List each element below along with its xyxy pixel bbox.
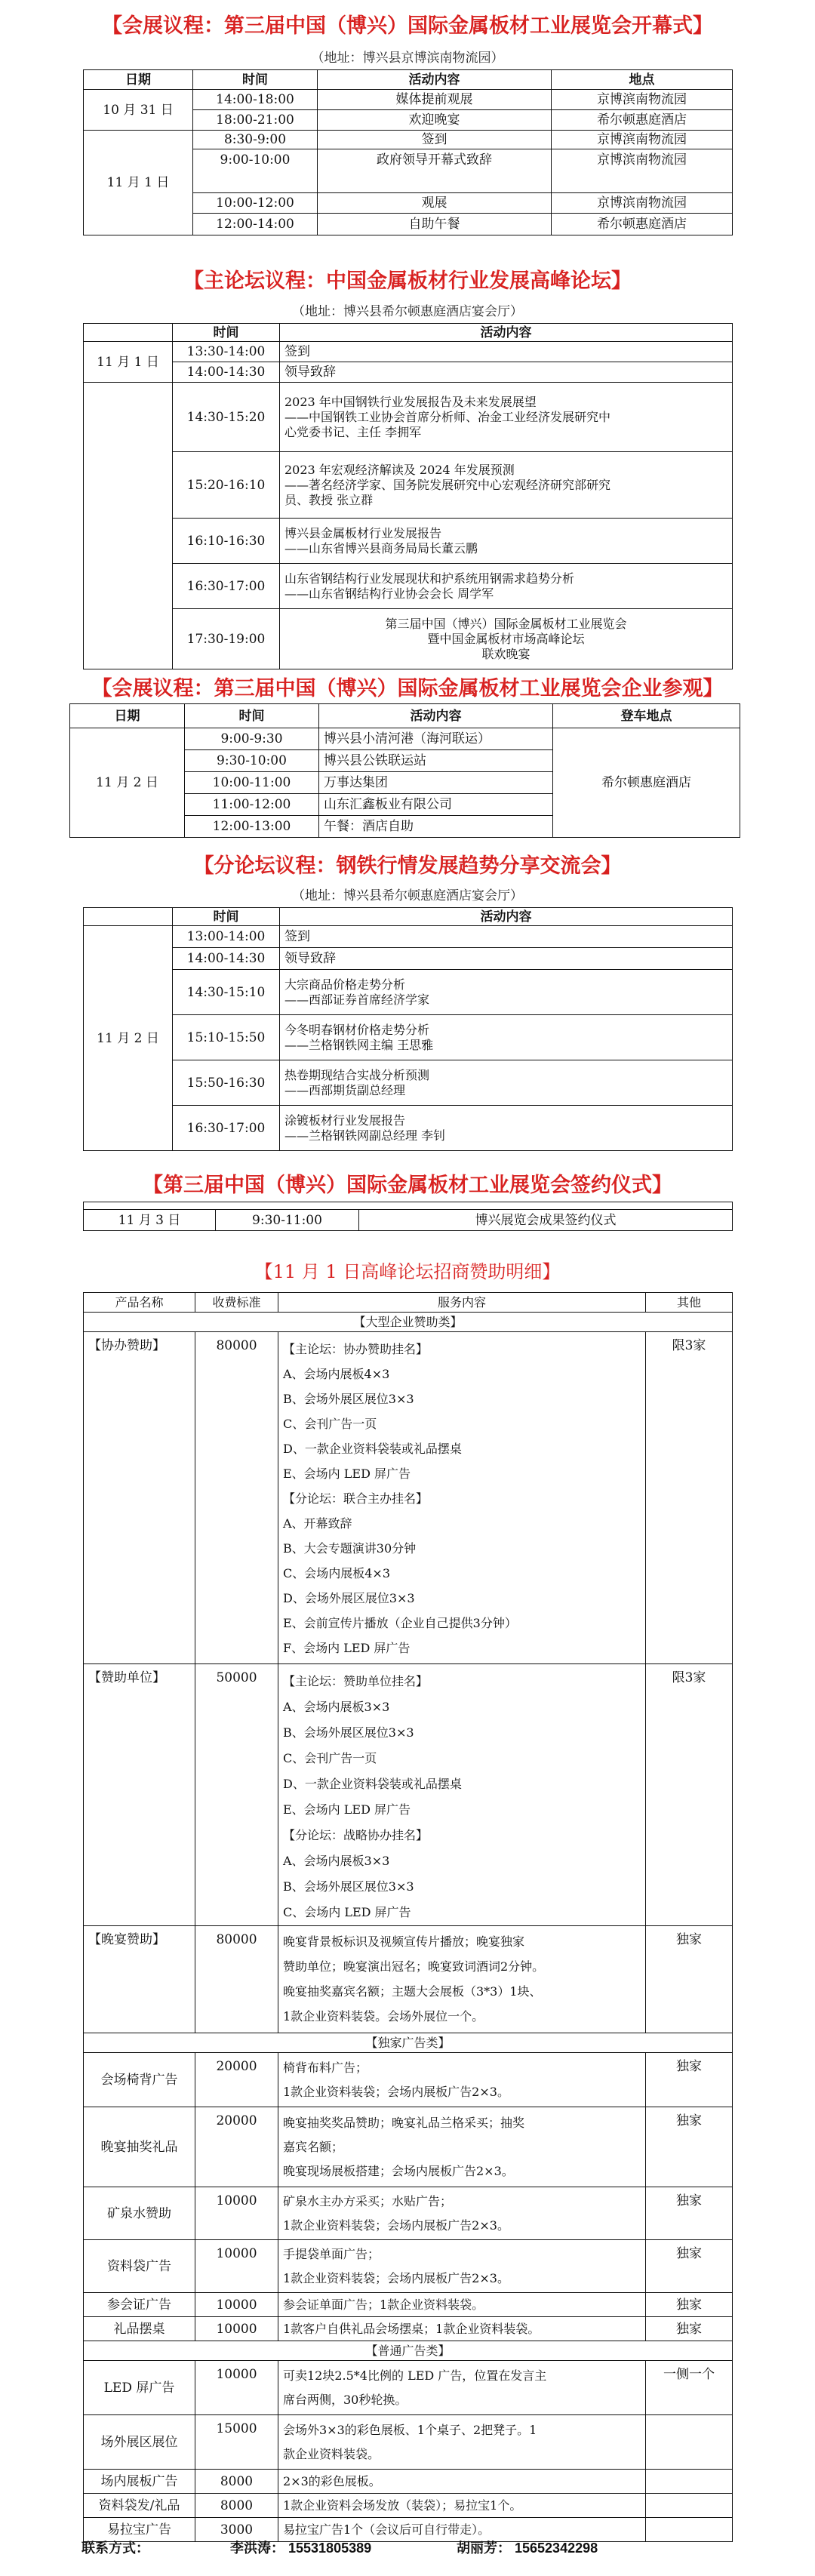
content-cell: 博兴展览会成果签约仪式 xyxy=(359,1210,733,1231)
opening-ceremony-address: （地址：博兴县京博滨南物流园） xyxy=(311,51,504,66)
service-cell: 【主论坛：协办赞助挂名】 A、会场内展板4×3 B、会场外展区展位3×3 C、会刊广告一页 D、一款企业资料袋装或礼品摆桌 E、会场内 LED 屏广告 【分论坛：联合主办挂名】 A、开幕致辞 B、大会专题演讲30分钟 C、会场内展板4×3 D、会场外展区展位3×3 E、会前宣传片播放（企业自己提供3分钟） F、会场内 LED 屏广告 xyxy=(278,1332,646,1664)
content-cell: 山东省钢结构行业发展现状和护系统用钢需求趋势分析 ——山东省钢结构行业协会会长 周学军 xyxy=(280,564,733,609)
content-cell: 今冬明春钢材价格走势分析 ——兰格钢铁网主编 王思雅 xyxy=(280,1015,733,1060)
header-content: 活动内容 xyxy=(319,704,553,728)
fee-cell: 20000 xyxy=(195,2107,278,2187)
location-cell: 京博滨南物流园 xyxy=(552,193,733,214)
content-cell: 博兴县小清河港（海河联运） xyxy=(319,728,553,750)
other-cell: 独家 xyxy=(646,1926,733,2033)
content-cell: 第三届中国（博兴）国际金属板材工业展览会 暨中国金属板材市场高峰论坛 联欢晚宴 xyxy=(280,609,733,669)
time-cell: 9:00-9:30 xyxy=(185,728,319,750)
service-cell: 参会证单面广告；1款企业资料装袋。 xyxy=(278,2293,646,2317)
header-product: 产品名称 xyxy=(84,1293,195,1313)
time-cell: 10:00-11:00 xyxy=(185,772,319,794)
time-cell: 14:00-14:30 xyxy=(173,362,280,383)
other-cell: 一侧一个 xyxy=(646,2361,733,2415)
header-time: 时间 xyxy=(185,704,319,728)
date-cell: 11 月 2 日 xyxy=(70,728,185,838)
date-cell: 11 月 1 日 xyxy=(84,342,173,383)
sponsorship-table xyxy=(83,1292,733,2542)
content-cell: 博兴县金属板材行业发展报告 ——山东省博兴县商务局局长董云鹏 xyxy=(280,519,733,564)
content-cell: 签到 xyxy=(280,926,733,948)
service-cell: 【主论坛：赞助单位挂名】 A、会场内展板3×3 B、会场外展区展位3×3 C、会刊广告一页 D、一款企业资料袋装或礼品摆桌 E、会场内 LED 屏广告 【分论坛：战略协办挂名】 A、会场内展板3×3 B、会场外展区展位3×3 C、会场内 LED 屏广告 xyxy=(278,1664,646,1926)
date-cell: 11 月 3 日 xyxy=(84,1210,216,1231)
fee-cell: 10000 xyxy=(195,2361,278,2415)
blank-cell xyxy=(84,383,173,669)
category-row: 【独家广告类】 xyxy=(84,2033,733,2053)
product-name: 【协办赞助】 xyxy=(84,1332,195,1664)
service-cell: 2×3的彩色展板。 xyxy=(278,2470,646,2494)
header-time: 时间 xyxy=(173,908,280,926)
location-cell: 京博滨南物流园 xyxy=(552,90,733,110)
time-cell: 10:00-12:00 xyxy=(193,193,318,214)
other-cell: 独家 xyxy=(646,2053,733,2107)
fee-cell: 10000 xyxy=(195,2293,278,2317)
header-location: 地点 xyxy=(552,70,733,90)
other-cell: 独家 xyxy=(646,2293,733,2317)
main-forum-address: （地址：博兴县希尔顿惠庭酒店宴会厅） xyxy=(292,304,523,319)
time-cell: 13:30-14:00 xyxy=(173,342,280,362)
fee-cell: 10000 xyxy=(195,2240,278,2293)
product-name: LED 屏广告 xyxy=(84,2361,195,2415)
product-name: 会场椅背广告 xyxy=(84,2053,195,2107)
service-cell: 1款企业资料会场发放（装袋）；易拉宝1个。 xyxy=(278,2494,646,2518)
content-cell: 涂镀板材行业发展报告 ——兰格钢铁网副总经理 李钊 xyxy=(280,1106,733,1151)
fee-cell: 10000 xyxy=(195,2317,278,2341)
time-cell: 11:00-12:00 xyxy=(185,794,319,816)
product-name: 【晚宴赞助】 xyxy=(84,1926,195,2033)
time-cell: 14:00-14:30 xyxy=(173,948,280,970)
time-cell: 12:00-14:00 xyxy=(193,214,318,235)
header-content: 活动内容 xyxy=(280,908,733,926)
content-cell: 自助午餐 xyxy=(318,214,552,235)
header-other: 其他 xyxy=(646,1293,733,1313)
product-name: 晚宴抽奖礼品 xyxy=(84,2107,195,2187)
header-time: 时间 xyxy=(193,70,318,90)
sub-forum-title: 【分论坛议程：钢铁行情发展趋势分享交流会】 xyxy=(193,854,622,877)
contact-label: 联系方式： xyxy=(82,2541,149,2556)
time-cell: 17:30-19:00 xyxy=(173,609,280,669)
header-service: 服务内容 xyxy=(278,1293,646,1313)
boarding-cell: 希尔顿惠庭酒店 xyxy=(553,728,740,838)
other-cell: 限3家 xyxy=(646,1664,733,1926)
fee-cell: 80000 xyxy=(195,1332,278,1664)
other-cell: 独家 xyxy=(646,2107,733,2187)
product-name: 参会证广告 xyxy=(84,2293,195,2317)
company-visit-table xyxy=(69,703,740,838)
header-time: 时间 xyxy=(173,324,280,342)
other-cell xyxy=(646,2415,733,2470)
fee-cell: 8000 xyxy=(195,2494,278,2518)
other-cell: 独家 xyxy=(646,2240,733,2293)
time-cell: 18:00-21:00 xyxy=(193,110,318,131)
sub-forum-table xyxy=(83,907,733,1151)
content-cell: 领导致辞 xyxy=(280,362,733,383)
content-cell: 热卷期现结合实战分析预测 ——西部期货副总经理 xyxy=(280,1060,733,1106)
sub-forum-address: （地址：博兴县希尔顿惠庭酒店宴会厅） xyxy=(292,888,523,903)
content-cell: 欢迎晚宴 xyxy=(318,110,552,131)
time-cell: 15:10-15:50 xyxy=(173,1015,280,1060)
header-date: 日期 xyxy=(70,704,185,728)
content-cell: 2023 年宏观经济解读及 2024 年发展预测 ——著名经济学家、国务院发展研究中心宏观经济研究部研究 员、教授 张立群 xyxy=(280,452,733,519)
time-cell: 16:10-16:30 xyxy=(173,519,280,564)
header-blank xyxy=(84,324,173,342)
time-cell: 13:00-14:00 xyxy=(173,926,280,948)
location-cell: 希尔顿惠庭酒店 xyxy=(552,214,733,235)
location-cell: 京博滨南物流园 xyxy=(552,131,733,149)
time-cell: 14:30-15:20 xyxy=(173,383,280,452)
content-cell: 签到 xyxy=(318,131,552,149)
spacer-row xyxy=(84,1202,733,1210)
content-cell: 媒体提前观展 xyxy=(318,90,552,110)
fee-cell: 15000 xyxy=(195,2415,278,2470)
other-cell: 独家 xyxy=(646,2317,733,2341)
time-cell: 16:30-17:00 xyxy=(173,564,280,609)
category-row: 【普通广告类】 xyxy=(84,2341,733,2361)
fee-cell: 50000 xyxy=(195,1664,278,1926)
time-cell: 15:20-16:10 xyxy=(173,452,280,519)
product-name: 矿泉水赞助 xyxy=(84,2187,195,2240)
service-cell: 矿泉水主办方采买；水贴广告； 1款企业资料装袋；会场内展板广告2×3。 xyxy=(278,2187,646,2240)
content-cell: 万事达集团 xyxy=(319,772,553,794)
contact-hu: 胡丽芳： 15652342298 xyxy=(457,2541,598,2556)
product-name: 资料袋广告 xyxy=(84,2240,195,2293)
product-name: 易拉宝广告 xyxy=(84,2518,195,2542)
date-cell: 11 月 2 日 xyxy=(84,926,173,1151)
header-boarding: 登车地点 xyxy=(553,704,740,728)
signing-ceremony-table xyxy=(83,1202,733,1231)
category-row: 【大型企业赞助类】 xyxy=(84,1313,733,1332)
contact-li: 李洪涛： 15531805389 xyxy=(230,2541,372,2556)
fee-cell: 8000 xyxy=(195,2470,278,2494)
time-cell: 9:30-11:00 xyxy=(216,1210,359,1231)
content-cell: 午餐：酒店自助 xyxy=(319,816,553,838)
date-cell: 11 月 1 日 xyxy=(84,131,193,235)
content-cell: 2023 年中国钢铁行业发展报告及未来发展展望 ——中国钢铁工业协会首席分析师、冶金工业经济发展研究中 心党委书记、主任 李拥军 xyxy=(280,383,733,452)
time-cell: 14:30-15:10 xyxy=(173,970,280,1015)
content-cell: 博兴县公铁联运站 xyxy=(319,750,553,772)
company-visit-title: 【会展议程：第三届中国（博兴）国际金属板材工业展览会企业参观】 xyxy=(91,677,724,700)
main-forum-table xyxy=(83,323,733,669)
content-cell: 大宗商品价格走势分析 ——西部证券首席经济学家 xyxy=(280,970,733,1015)
service-cell: 晚宴抽奖奖品赞助；晚宴礼品兰格采买；抽奖 嘉宾名额； 晚宴现场展板搭建；会场内展板广告2×3。 xyxy=(278,2107,646,2187)
location-cell: 京博滨南物流园 xyxy=(552,149,733,193)
content-cell: 政府领导开幕式致辞 xyxy=(318,149,552,193)
service-cell: 晚宴背景板标识及视频宣传片播放；晚宴独家 赞助单位；晚宴演出冠名；晚宴致词酒词2分钟。 晚宴抽奖嘉宾名额；主题大会展板（3*3）1块、 1款企业资料装袋。会场外展位一个。 xyxy=(278,1926,646,2033)
time-cell: 12:00-13:00 xyxy=(185,816,319,838)
main-forum-title: 【主论坛议程：中国金属板材行业发展高峰论坛】 xyxy=(183,269,632,292)
header-content: 活动内容 xyxy=(280,324,733,342)
header-content: 活动内容 xyxy=(318,70,552,90)
other-cell: 限3家 xyxy=(646,1332,733,1664)
date-cell: 10 月 31 日 xyxy=(84,90,193,131)
sponsorship-title: 【11 月 1 日高峰论坛招商赞助明细】 xyxy=(254,1261,561,1282)
product-name: 【赞助单位】 xyxy=(84,1664,195,1926)
fee-cell: 20000 xyxy=(195,2053,278,2107)
header-date: 日期 xyxy=(84,70,193,90)
header-blank xyxy=(84,908,173,926)
other-cell xyxy=(646,2494,733,2518)
other-cell xyxy=(646,2470,733,2494)
product-name: 场内展板广告 xyxy=(84,2470,195,2494)
fee-cell: 80000 xyxy=(195,1926,278,2033)
service-cell: 会场外3×3的彩色展板、1个桌子、2把凳子。1 款企业资料装袋。 xyxy=(278,2415,646,2470)
time-cell: 16:30-17:00 xyxy=(173,1106,280,1151)
content-cell: 领导致辞 xyxy=(280,948,733,970)
location-cell: 希尔顿惠庭酒店 xyxy=(552,110,733,131)
fee-cell: 10000 xyxy=(195,2187,278,2240)
other-cell: 独家 xyxy=(646,2187,733,2240)
product-name: 资料袋发/礼品 xyxy=(84,2494,195,2518)
time-cell: 15:50-16:30 xyxy=(173,1060,280,1106)
service-cell: 椅背布料广告； 1款企业资料装袋；会场内展板广告2×3。 xyxy=(278,2053,646,2107)
time-cell: 8:30-9:00 xyxy=(193,131,318,149)
content-cell: 山东汇鑫板业有限公司 xyxy=(319,794,553,816)
service-cell: 1款客户自供礼品会场摆桌；1款企业资料装袋。 xyxy=(278,2317,646,2341)
contact-footer xyxy=(0,2538,815,2560)
signing-ceremony-title: 【第三届中国（博兴）国际金属板材工业展览会签约仪式】 xyxy=(143,1174,672,1196)
time-cell: 9:00-10:00 xyxy=(193,149,318,193)
fee-cell: 3000 xyxy=(195,2518,278,2542)
content-cell: 观展 xyxy=(318,193,552,214)
content-cell: 签到 xyxy=(280,342,733,362)
service-cell: 易拉宝广告1个（会议后可自行带走）。 xyxy=(278,2518,646,2542)
product-name: 场外展区展位 xyxy=(84,2415,195,2470)
service-cell: 手提袋单面广告； 1款企业资料装袋；会场内展板广告2×3。 xyxy=(278,2240,646,2293)
time-cell: 14:00-18:00 xyxy=(193,90,318,110)
opening-ceremony-title: 【会展议程：第三届中国（博兴）国际金属板材工业展览会开幕式】 xyxy=(102,14,713,37)
opening-ceremony-table xyxy=(83,69,733,235)
service-cell: 可卖12块2.5*4比例的 LED 广告，位置在发言主 席台两侧，30秒轮换。 xyxy=(278,2361,646,2415)
header-fee: 收费标准 xyxy=(195,1293,278,1313)
time-cell: 9:30-10:00 xyxy=(185,750,319,772)
product-name: 礼品摆桌 xyxy=(84,2317,195,2341)
